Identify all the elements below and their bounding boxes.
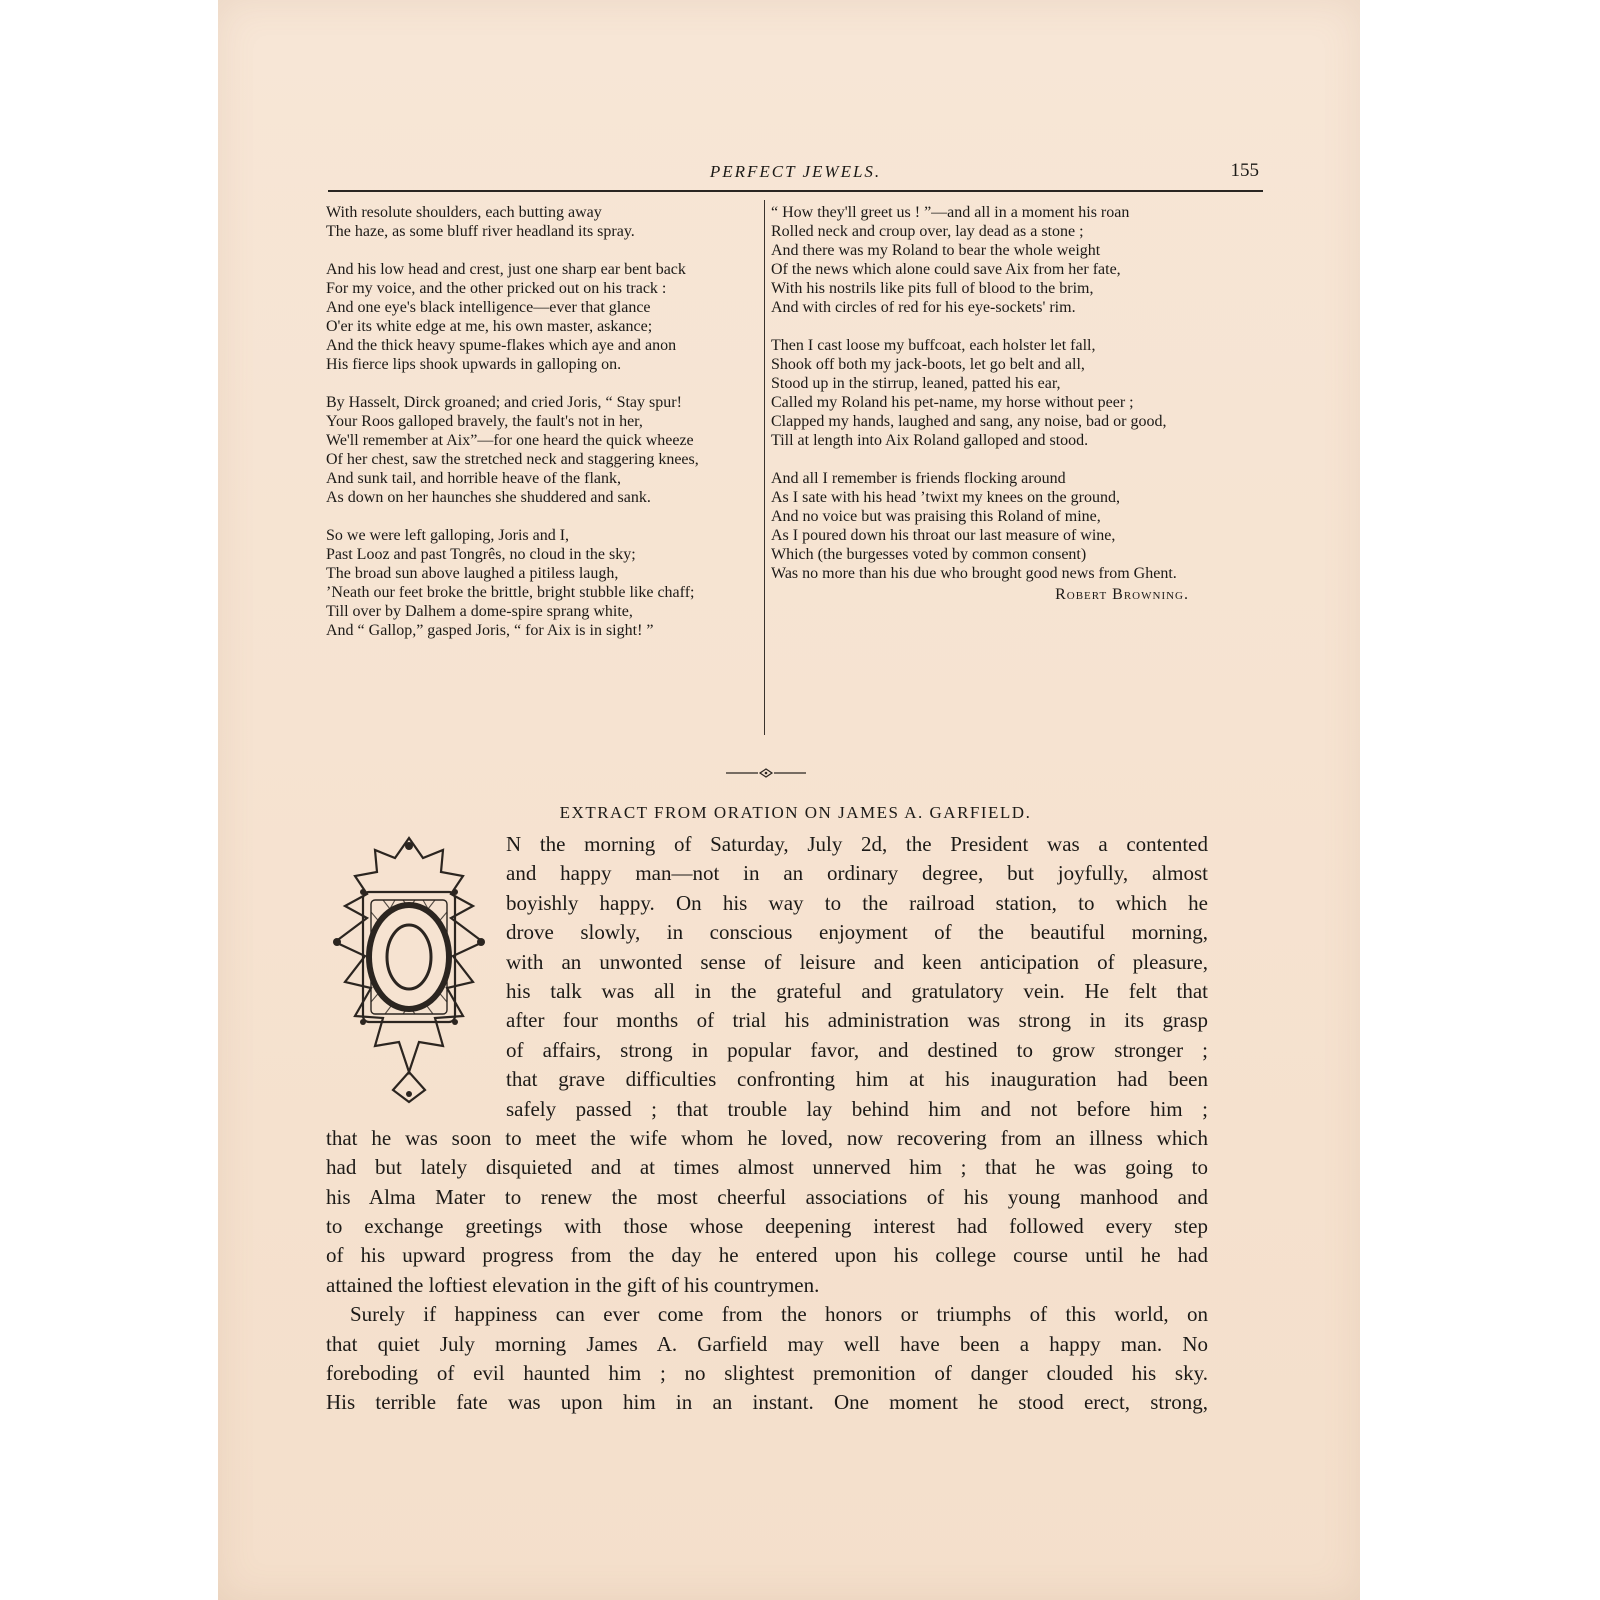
poem-line: And his low head and crest, just one sharp ear bent back bbox=[326, 261, 686, 278]
poem-line: And no voice but was praising this Roland of mine, bbox=[771, 508, 1101, 525]
oration-line: foreboding of evil haunted him ; no slightest premonition of danger clouded his sky. bbox=[326, 1361, 1208, 1386]
poem-line: With resolute shoulders, each butting away bbox=[326, 204, 602, 221]
oration-line: after four months of trial his administration was strong in its grasp bbox=[506, 1008, 1208, 1033]
poem-stanza bbox=[771, 203, 1207, 317]
poem-line: “ How they'll greet us ! ”—and all in a moment his roan bbox=[771, 204, 1130, 221]
oration-line: that he was soon to meet the wife whom he loved, now recovering from an illness which bbox=[326, 1125, 1208, 1150]
page-number: 155 bbox=[1230, 160, 1259, 181]
oration-line: of his upward progress from the day he entered upon his college course until he had bbox=[326, 1243, 1208, 1268]
oration-line: his Alma Mater to renew the most cheerful associations of his young manhood and bbox=[326, 1184, 1208, 1209]
poem-line: For my voice, and the other pricked out on his track : bbox=[326, 280, 667, 297]
poem-line: Which (the burgesses voted by common consent) bbox=[771, 546, 1087, 563]
oration-line: of affairs, strong in popular favor, and destined to grow stronger ; bbox=[506, 1037, 1208, 1062]
oration-line: drove slowly, in conscious enjoyment of the beautiful morning, bbox=[506, 920, 1208, 945]
oration-line: His terrible fate was upon him in an instant. One moment he stood erect, strong, bbox=[326, 1390, 1208, 1415]
oration-text bbox=[326, 830, 1208, 1418]
poem-line: Shook off both my jack-boots, let go belt and all, bbox=[771, 356, 1085, 373]
poem-line: And one eye's black intelligence—ever that glance bbox=[326, 299, 651, 316]
oration-line: N the morning of Saturday, July 2d, the President was a contented bbox=[506, 832, 1208, 856]
section-title: EXTRACT FROM ORATION ON JAMES A. GARFIELD. bbox=[559, 803, 1032, 822]
poem-line: As I poured down his throat our last measure of wine, bbox=[771, 527, 1116, 544]
oration-line: his talk was all in the grateful and gratulatory vein. He felt that bbox=[506, 978, 1208, 1003]
poem-line: ’Neath our feet broke the brittle, bright stubble like chaff; bbox=[326, 584, 695, 601]
poem-line: The broad sun above laughed a pitiless laugh, bbox=[326, 565, 619, 582]
poem-line: Till at length into Aix Roland galloped and stood. bbox=[771, 432, 1089, 449]
poem-line: Was no more than his due who brought good news from Ghent. bbox=[771, 565, 1177, 582]
running-head bbox=[328, 160, 1263, 192]
poem-line: And there was my Roland to bear the whole weight bbox=[771, 242, 1101, 259]
poem-line: Past Looz and past Tongrês, no cloud in the sky; bbox=[326, 546, 636, 563]
oration-line: to exchange greetings with those whose deepening interest had followed every step bbox=[326, 1214, 1208, 1239]
poem-stanza bbox=[326, 526, 766, 640]
poem-line: Of the news which alone could save Aix from her fate, bbox=[771, 261, 1121, 278]
poem-line: And sunk tail, and horrible heave of the flank, bbox=[326, 470, 622, 487]
book-page bbox=[218, 0, 1360, 1600]
poem-line: As I sate with his head ’twixt my knees on the ground, bbox=[771, 489, 1120, 506]
oration-line: that quiet July morning James A. Garfield may well have been a happy man. No bbox=[326, 1331, 1208, 1356]
poem-stanza bbox=[771, 469, 1207, 583]
poem-line: Clapped my hands, laughed and sang, any noise, bad or good, bbox=[771, 413, 1167, 430]
poem-line: We'll remember at Aix”—for one heard the quick wheeze bbox=[326, 432, 694, 449]
poem-line: Rolled neck and croup over, lay dead as a stone ; bbox=[771, 223, 1084, 240]
oration-line: safely passed ; that trouble lay behind him and not before him ; bbox=[506, 1096, 1208, 1121]
poem-line: And with circles of red for his eye-sockets' rim. bbox=[771, 299, 1076, 316]
poem-line: Your Roos galloped bravely, the fault's not in her, bbox=[326, 413, 643, 430]
poem-line: Then I cast loose my buffcoat, each holster let fall, bbox=[771, 337, 1096, 354]
poem-stanza bbox=[326, 260, 766, 374]
poem-stanza bbox=[326, 203, 766, 241]
poem-line: So we were left galloping, Joris and I, bbox=[326, 527, 570, 544]
running-title: PERFECT JEWELS. bbox=[709, 162, 882, 181]
poem-line: With his nostrils like pits full of blood to the brim, bbox=[771, 280, 1094, 297]
oration-line: boyishly happy. On his way to the railroad station, to which he bbox=[506, 890, 1208, 915]
poem-line: Of her chest, saw the stretched neck and staggering knees, bbox=[326, 451, 699, 468]
oration-line: Surely if happiness can ever come from the honors or triumphs of this world, on bbox=[350, 1302, 1208, 1327]
poem-line: And “ Gallop,” gasped Joris, “ for Aix is in sight! ” bbox=[326, 622, 654, 639]
poem-author-signature: Robert Browning. bbox=[1055, 586, 1189, 603]
poem-line: Stood up in the stirrup, leaned, patted his ear, bbox=[771, 375, 1061, 392]
poem-line: And all I remember is friends flocking around bbox=[771, 470, 1066, 487]
poem-line: And the thick heavy spume-flakes which aye and anon bbox=[326, 337, 677, 354]
poem-line: His fierce lips shook upwards in galloping on. bbox=[326, 356, 622, 373]
poem-column-left bbox=[326, 203, 766, 659]
poem-line: The haze, as some bluff river headland its spray. bbox=[326, 223, 635, 240]
poem-line: Till over by Dalhem a dome-spire sprang white, bbox=[326, 603, 633, 620]
poem-line: Called my Roland his pet-name, my horse without peer ; bbox=[771, 394, 1134, 411]
oration-line: with an unwonted sense of leisure and keen anticipation of pleasure, bbox=[506, 949, 1208, 974]
section-ornament bbox=[726, 768, 806, 778]
poem-stanza bbox=[326, 393, 766, 507]
poem-stanza bbox=[771, 336, 1207, 450]
oration-line: that grave difficulties confronting him at his inauguration had been bbox=[506, 1067, 1208, 1092]
oration-line: had but lately disquieted and at times almost unnerved him ; that he was going to bbox=[326, 1155, 1208, 1180]
poem-line: O'er its white edge at me, his own master, askance; bbox=[326, 318, 653, 335]
oration-line: and happy man—not in an ordinary degree, but joyfully, almost bbox=[506, 861, 1208, 886]
poem-column-right bbox=[771, 203, 1207, 604]
oration-line: attained the loftiest elevation in the gift of his countrymen. bbox=[326, 1272, 820, 1297]
poem-line: As down on her haunches she shuddered and sank. bbox=[326, 489, 651, 506]
poem-line: By Hasselt, Dirck groaned; and cried Joris, “ Stay spur! bbox=[326, 394, 682, 411]
